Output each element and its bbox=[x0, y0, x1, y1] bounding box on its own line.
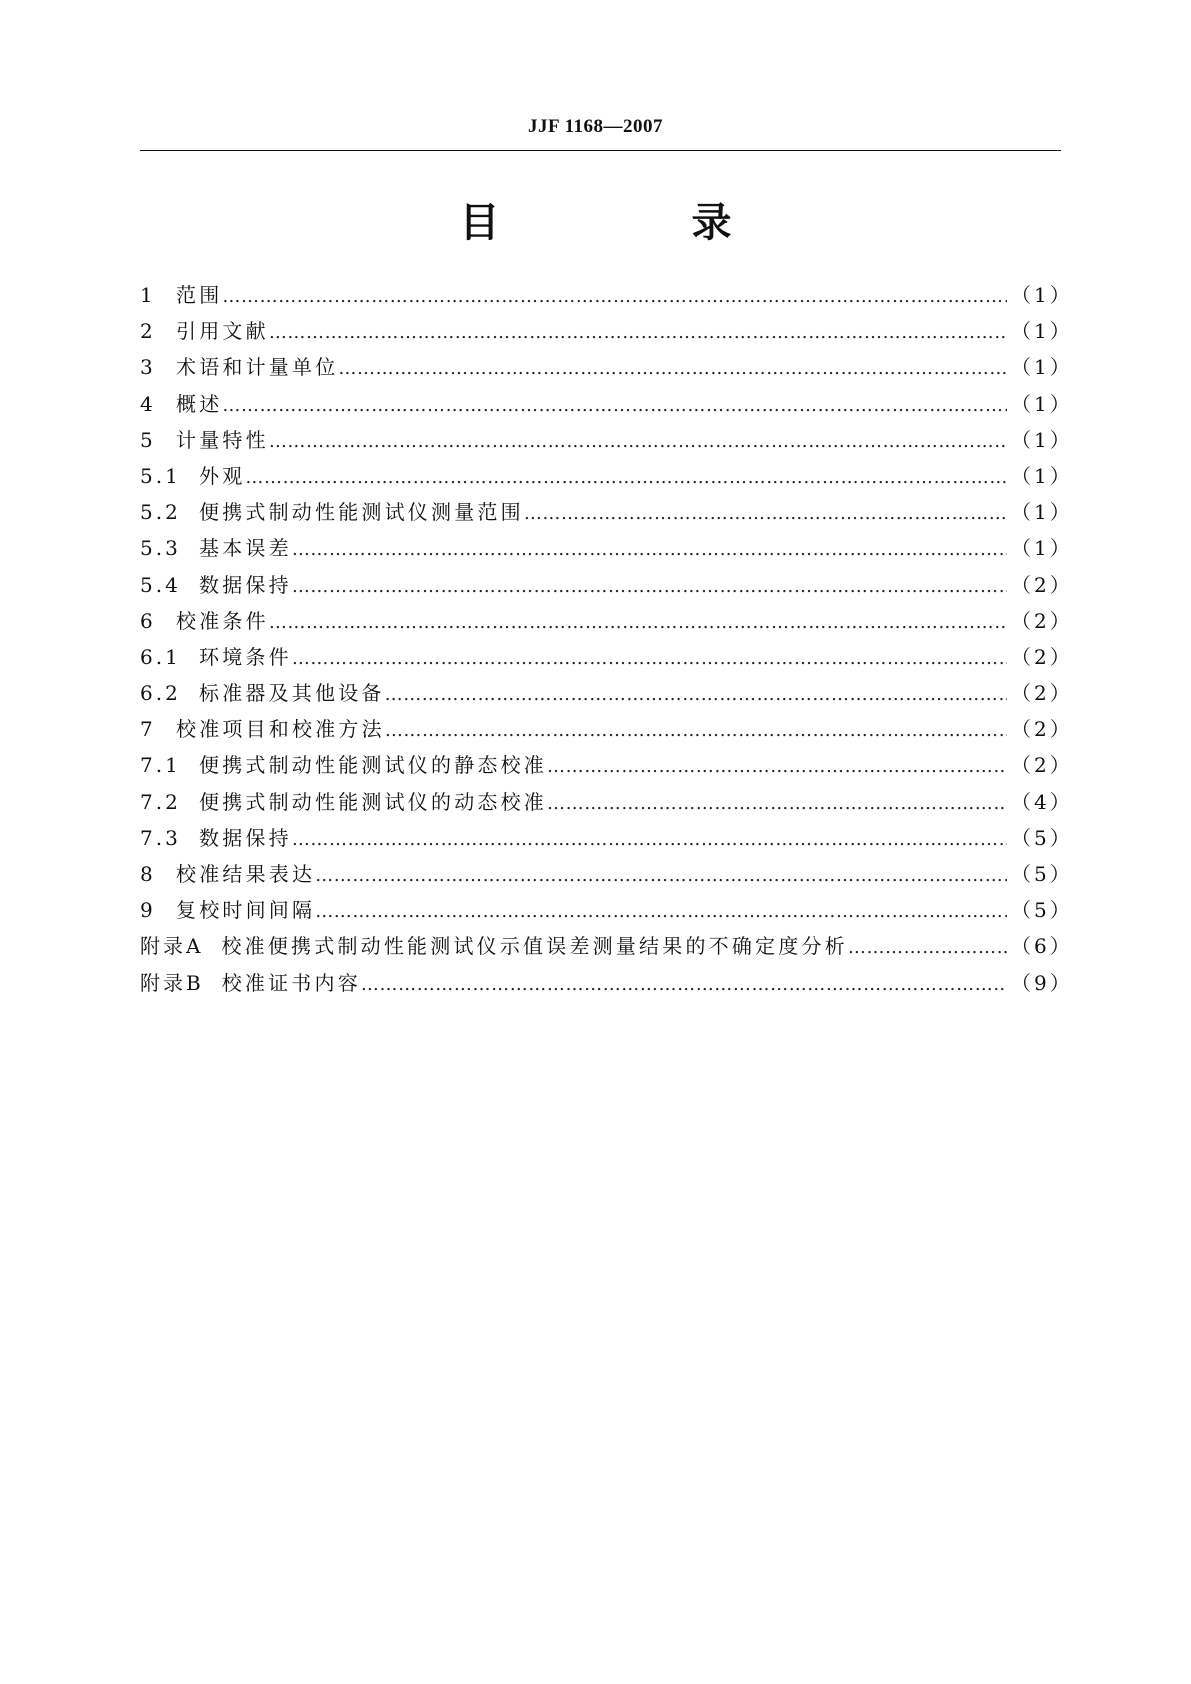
toc-entry[interactable] bbox=[140, 277, 1073, 313]
toc-entry-number: 6.1 bbox=[140, 644, 181, 669]
toc-entry[interactable] bbox=[140, 386, 1073, 422]
toc-entry-number: 5 bbox=[140, 427, 156, 452]
header-rule bbox=[140, 150, 1061, 151]
toc-entry-page-number: （1） bbox=[1011, 391, 1073, 416]
toc-entry-page-number: （2） bbox=[1011, 717, 1073, 742]
toc-entry-title: 环境条件 bbox=[199, 644, 292, 669]
table-of-contents bbox=[140, 277, 1073, 1001]
toc-entry-number: 5.4 bbox=[140, 572, 181, 597]
toc-dot-leader bbox=[524, 496, 1007, 532]
toc-dot-leader bbox=[245, 460, 1007, 496]
toc-dot-leader bbox=[338, 351, 1007, 387]
toc-dot-leader bbox=[269, 315, 1007, 351]
toc-entry-page-number: （2） bbox=[1011, 681, 1073, 706]
toc-entry[interactable] bbox=[140, 422, 1073, 458]
toc-entry-page-number: （5） bbox=[1011, 898, 1073, 923]
toc-dot-leader bbox=[547, 749, 1007, 785]
toc-entry-number: 6 bbox=[140, 608, 156, 633]
toc-entry-title: 便携式制动性能测试仪的动态校准 bbox=[199, 789, 547, 814]
toc-entry-number: 5.1 bbox=[140, 463, 181, 488]
toc-entry-page-number: （1） bbox=[1011, 500, 1073, 525]
toc-entry-page-number: （5） bbox=[1011, 862, 1073, 886]
toc-entry-page-number: （2） bbox=[1011, 608, 1073, 633]
toc-entry-page-number: （4） bbox=[1011, 789, 1073, 814]
toc-entry[interactable] bbox=[140, 349, 1073, 385]
toc-entry-page-number: （1） bbox=[1011, 355, 1073, 380]
toc-entry[interactable] bbox=[140, 928, 1073, 964]
toc-entry-page-number: （6） bbox=[1011, 934, 1073, 959]
toc-entry-page-number: （1） bbox=[1011, 463, 1073, 488]
toc-entry-page-number: （2） bbox=[1011, 644, 1073, 669]
toc-entry[interactable] bbox=[140, 965, 1073, 1001]
toc-entry-page-number: （1） bbox=[1011, 283, 1073, 307]
toc-dot-leader bbox=[385, 713, 1007, 749]
toc-entry-title: 数据保持 bbox=[199, 572, 292, 597]
toc-entry-number: 9 bbox=[140, 898, 156, 923]
toc-entry-number: 7.2 bbox=[140, 789, 181, 814]
toc-entry-title: 外观 bbox=[199, 463, 246, 488]
toc-entry[interactable] bbox=[140, 313, 1073, 349]
toc-dot-leader bbox=[292, 532, 1007, 568]
toc-entry-title: 范围 bbox=[176, 283, 223, 307]
toc-dot-leader bbox=[848, 930, 1007, 966]
toc-entry-number: 1 bbox=[140, 283, 156, 307]
toc-entry-title: 校准便携式制动性能测试仪示值误差测量结果的不确定度分析 bbox=[221, 934, 848, 959]
toc-dot-leader bbox=[315, 894, 1007, 930]
toc-entry[interactable] bbox=[140, 530, 1073, 566]
toc-entry[interactable] bbox=[140, 747, 1073, 783]
toc-entry[interactable] bbox=[140, 856, 1073, 892]
toc-entry-title: 标准器及其他设备 bbox=[199, 681, 385, 706]
toc-dot-leader bbox=[361, 967, 1007, 1003]
toc-entry-page-number: （5） bbox=[1011, 825, 1073, 850]
toc-entry-title: 校准项目和校准方法 bbox=[176, 717, 385, 742]
toc-entry-number: 2 bbox=[140, 319, 156, 344]
toc-entry-title: 计量特性 bbox=[176, 427, 269, 452]
toc-entry-page-number: （1） bbox=[1011, 319, 1073, 344]
toc-entry-title: 术语和计量单位 bbox=[176, 355, 339, 380]
toc-entry-page-number: （2） bbox=[1011, 753, 1073, 778]
toc-dot-leader bbox=[315, 858, 1007, 894]
toc-entry[interactable] bbox=[140, 494, 1073, 530]
toc-entry-page-number: （1） bbox=[1011, 536, 1073, 561]
toc-entry-title: 校准结果表达 bbox=[176, 862, 316, 886]
page-title: 目 录 bbox=[459, 200, 808, 246]
toc-entry-number: 7 bbox=[140, 717, 156, 742]
standard-code-header: JJF 1168—2007 bbox=[527, 116, 664, 137]
toc-entry[interactable] bbox=[140, 784, 1073, 820]
toc-entry[interactable] bbox=[140, 675, 1073, 711]
toc-entry-title: 校准条件 bbox=[176, 608, 269, 633]
toc-entry-number: 7.1 bbox=[140, 753, 181, 778]
toc-entry-number: 4 bbox=[140, 391, 156, 416]
toc-entry-title: 复校时间间隔 bbox=[176, 898, 316, 923]
toc-entry[interactable] bbox=[140, 458, 1073, 494]
toc-dot-leader bbox=[222, 279, 1007, 315]
toc-entry[interactable] bbox=[140, 603, 1073, 639]
toc-entry-title: 校准证书内容 bbox=[221, 970, 361, 995]
toc-entry-title: 基本误差 bbox=[199, 536, 292, 561]
toc-entry-number: 5.3 bbox=[140, 536, 181, 561]
toc-entry[interactable] bbox=[140, 892, 1073, 928]
toc-entry-number: 7.3 bbox=[140, 825, 181, 850]
toc-dot-leader bbox=[292, 822, 1007, 858]
toc-dot-leader bbox=[292, 641, 1007, 677]
toc-entry[interactable] bbox=[140, 639, 1073, 675]
toc-entry[interactable] bbox=[140, 567, 1073, 603]
toc-entry[interactable] bbox=[140, 711, 1073, 747]
toc-entry-page-number: （2） bbox=[1011, 572, 1073, 597]
toc-entry-title: 便携式制动性能测试仪的静态校准 bbox=[199, 753, 547, 778]
toc-entry-page-number: （9） bbox=[1011, 970, 1073, 995]
toc-entry-number: 6.2 bbox=[140, 681, 181, 706]
toc-entry[interactable] bbox=[140, 820, 1073, 856]
toc-entry-number: 3 bbox=[140, 355, 156, 380]
toc-entry-title: 数据保持 bbox=[199, 825, 292, 850]
toc-dot-leader bbox=[385, 677, 1007, 713]
toc-entry-title: 引用文献 bbox=[176, 319, 269, 344]
toc-entry-page-number: （1） bbox=[1011, 427, 1073, 452]
toc-entry-number: 附录B bbox=[140, 970, 204, 995]
toc-dot-leader bbox=[222, 388, 1007, 424]
toc-dot-leader bbox=[547, 786, 1007, 822]
toc-dot-leader bbox=[269, 424, 1007, 460]
toc-entry-number: 8 bbox=[140, 862, 156, 886]
toc-dot-leader bbox=[269, 605, 1007, 641]
toc-dot-leader bbox=[292, 569, 1007, 605]
toc-entry-number: 附录A bbox=[140, 934, 204, 959]
toc-entry-title: 便携式制动性能测试仪测量范围 bbox=[199, 500, 524, 525]
toc-entry-title: 概述 bbox=[176, 391, 223, 416]
toc-entry-number: 5.2 bbox=[140, 500, 181, 525]
